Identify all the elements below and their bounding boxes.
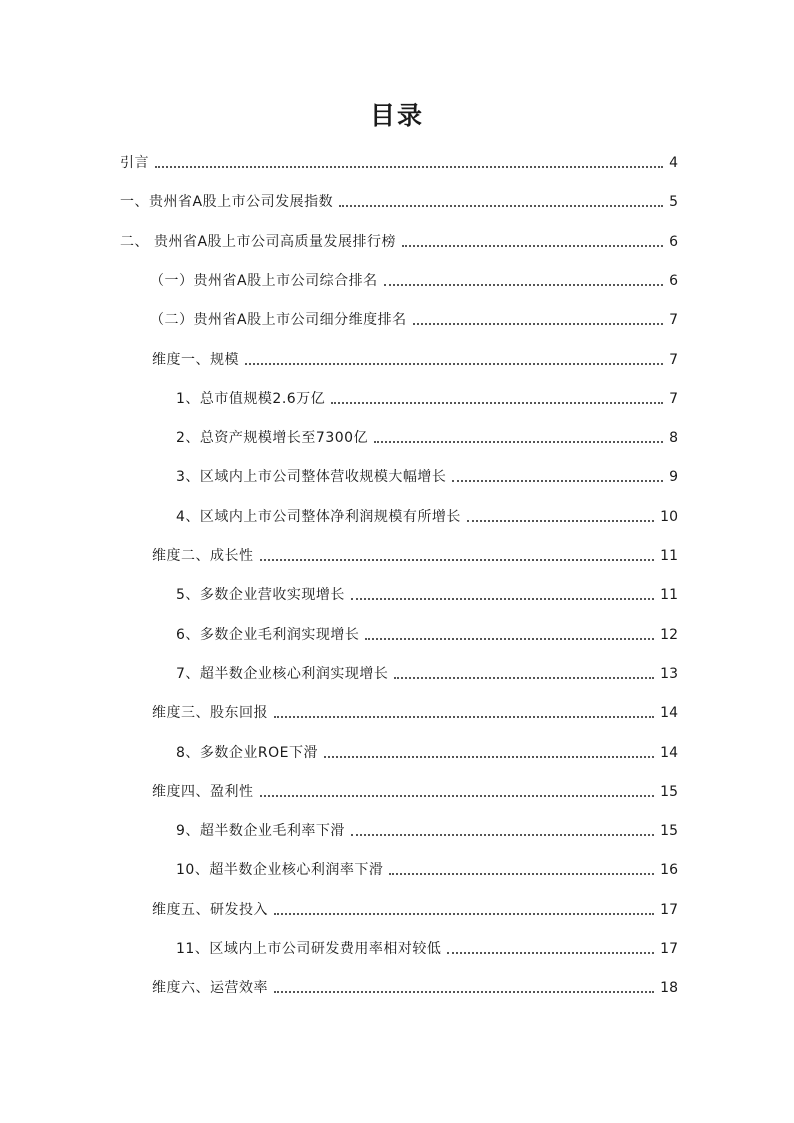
toc-page-number: 6 [669,272,678,289]
page-title: 目录 [369,101,424,130]
toc-dot-leader [274,913,654,915]
toc-dot-leader [245,363,663,365]
toc-dot-leader [260,559,655,561]
toc-entry[interactable] [176,738,678,768]
toc-entry-label: 维度四、盈利性 [152,783,254,800]
toc-page-number: 12 [660,626,678,643]
toc-page-number: 5 [669,194,678,211]
toc-dot-leader [467,520,654,522]
toc-entry[interactable] [176,855,678,885]
toc-dot-leader [384,284,664,286]
toc-entry[interactable] [176,659,678,689]
toc-dot-leader [351,834,654,836]
toc-entry[interactable] [152,345,678,375]
toc-page-number: 17 [660,941,678,957]
toc-entry[interactable] [176,502,678,532]
toc-dot-leader [339,205,663,207]
toc-entry-label: （二）贵州省A股上市公司细分维度排名 [150,312,407,329]
toc-entry[interactable] [176,816,678,846]
toc-dot-leader [324,756,654,758]
toc-page-number: 9 [669,469,678,486]
toc-dot-leader [374,441,663,443]
toc-dot-leader [402,245,663,247]
toc-entry-label: 11、区域内上市公司研发费用率相对较低 [176,941,442,957]
toc-page-number: 16 [660,862,678,879]
toc-dot-leader [413,323,664,325]
toc-entry[interactable] [120,227,678,257]
toc-page-number: 17 [660,901,678,918]
toc-entry[interactable] [152,895,678,925]
toc-page-number: 13 [660,665,678,682]
toc-entry-label: 4、区域内上市公司整体净利润规模有所增长 [176,508,461,525]
toc-page-number: 14 [660,744,678,761]
toc-entry-label: 10、超半数企业核心利润率下滑 [176,862,384,879]
toc-page-number: 14 [660,705,678,722]
toc-entry-label: 一、贵州省A股上市公司发展指数 [120,194,334,211]
toc-entry-label: 6、多数企业毛利润实现增长 [176,626,360,643]
toc-entry[interactable] [152,973,678,1003]
toc-page-number: 6 [669,233,678,250]
toc-entry-label: 3、区域内上市公司整体营收规模大幅增长 [176,469,447,486]
toc-dot-leader [331,402,663,404]
toc-entry-label: 维度六、运营效率 [152,980,268,997]
toc-entry-label: 2、总资产规模增长至7300亿 [176,430,369,447]
toc-entry-label: 维度二、成长性 [152,548,254,564]
toc-entry-label: 5、多数企业营收实现增长 [176,587,345,604]
toc-page-number: 7 [669,390,678,407]
toc-entry[interactable] [150,305,678,335]
toc-entry-label: 维度三、股东回报 [152,705,268,722]
toc-entry[interactable] [152,541,678,571]
toc-entry-label: 1、总市值规模2.6万亿 [176,390,326,407]
toc-page-number: 18 [660,980,678,997]
toc-entry-label: 7、超半数企业核心利润实现增长 [176,665,389,682]
toc-entry-label: （一）贵州省A股上市公司综合排名 [150,272,378,289]
toc-entry[interactable] [152,777,678,807]
toc-entry[interactable] [150,266,678,296]
toc-page-number: 15 [660,823,678,840]
toc-entry-label: 维度五、研发投入 [152,901,268,918]
toc-entry[interactable] [176,580,678,610]
toc-dot-leader [274,991,654,993]
toc-page-number: 15 [660,783,678,800]
toc-entry[interactable] [176,934,678,964]
toc-entry[interactable] [176,384,678,414]
toc-dot-leader [274,716,654,718]
toc-entry[interactable] [176,462,678,492]
toc-page-number: 7 [669,351,678,368]
toc-page-number: 8 [669,430,678,447]
toc-entry-label: 维度一、规模 [152,351,239,368]
toc-page-number: 11 [660,587,678,604]
toc-entry[interactable] [120,187,678,217]
toc-dot-leader [389,873,654,875]
toc-page-number: 11 [660,548,678,564]
toc-dot-leader [452,480,663,482]
toc-entry[interactable] [176,620,678,650]
toc-entry-label: 二、 贵州省A股上市公司高质量发展排行榜 [120,233,397,250]
toc-entry-label: 9、超半数企业毛利率下滑 [176,823,345,840]
toc-entry-label: 引言 [120,155,149,171]
toc-entry[interactable] [120,148,678,178]
toc-dot-leader [394,677,654,679]
toc-dot-leader [447,952,654,954]
toc-dot-leader [155,166,663,168]
toc-page-number: 7 [669,312,678,329]
toc-page-number: 10 [660,508,678,525]
toc-dot-leader [260,795,655,797]
toc-dot-leader [351,598,654,600]
toc-entry[interactable] [176,423,678,453]
toc-entry-label: 8、多数企业ROE下滑 [176,744,318,761]
toc-entry[interactable] [152,698,678,728]
toc-dot-leader [365,638,654,640]
toc-page-number: 4 [669,155,678,171]
